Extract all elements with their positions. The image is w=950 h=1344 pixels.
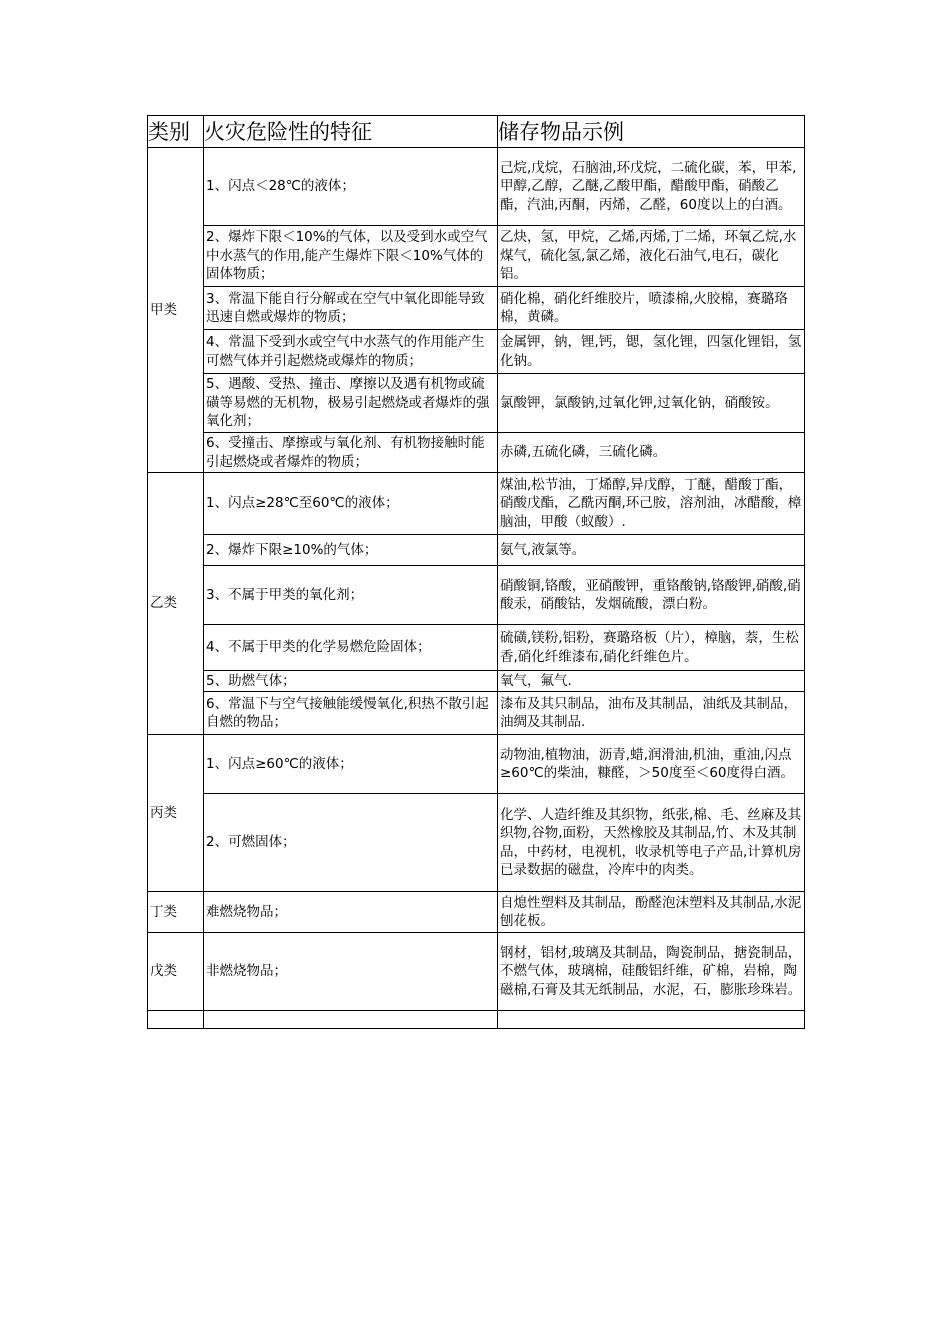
examples-cell: 乙炔，氢，甲烷，乙烯,丙烯,丁二烯，环氧乙烷,水煤气，硫化氢,氯乙烯，液化石油气,电石，碳化铝。 (498, 226, 805, 287)
category-cell: 乙类 (148, 473, 204, 735)
table-row (148, 374, 805, 433)
feature-cell: 3、常温下能自行分解或在空气中氧化即能导致迅速自燃或爆炸的物质； (204, 287, 498, 330)
category-cell: 丁类 (148, 892, 204, 933)
category-cell: 甲类 (148, 148, 204, 473)
table-row (148, 794, 805, 892)
table-row (148, 625, 805, 671)
feature-cell: 1、闪点≥60℃的液体； (204, 735, 498, 794)
table-row (148, 226, 805, 287)
table-row (148, 330, 805, 374)
feature-cell: 1、闪点≥28℃至60℃的液体； (204, 473, 498, 535)
table-row (148, 671, 805, 692)
feature-cell: 6、常温下与空气接触能缓慢氧化,积热不散引起自燃的物品； (204, 692, 498, 735)
feature-cell: 2、爆炸下限＜10%的气体，以及受到水或空气中水蒸气的作用,能产生爆炸下限＜10%气体的固体物质； (204, 226, 498, 287)
empty-cell (148, 1011, 204, 1029)
feature-cell: 难燃烧物品； (204, 892, 498, 933)
examples-cell: 漆布及其只制品，油布及其制品，油纸及其制品，油绸及其制品. (498, 692, 805, 735)
table-row (148, 535, 805, 566)
examples-cell: 硝化棉，硝化纤维胶片，喷漆棉,火胶棉，赛璐珞棉，黄磷。 (498, 287, 805, 330)
empty-row (148, 1011, 805, 1029)
feature-cell: 6、受撞击、摩擦或与氧化剂、有机物接触时能引起燃烧或者爆炸的物质； (204, 433, 498, 473)
category-cell: 戊类 (148, 933, 204, 1011)
examples-cell: 金属钾，钠，锂,钙，锶，氢化锂，四氢化锂铝，氢化钠。 (498, 330, 805, 374)
examples-cell: 动物油,植物油，沥青,蜡,润滑油,机油，重油,闪点≥60℃的柴油，糠醛，＞50度至＜60度得白酒。 (498, 735, 805, 794)
empty-cell (498, 1011, 805, 1029)
examples-cell: 硫磺,镁粉,铝粉，赛璐珞板（片），樟脑，萘，生松香,硝化纤维漆布,硝化纤维色片。 (498, 625, 805, 671)
table-row (148, 933, 805, 1011)
table-row (148, 433, 805, 473)
examples-cell: 氨气,液氯等。 (498, 535, 805, 566)
category-cell: 丙类 (148, 735, 204, 892)
feature-cell: 5、遇酸、受热、撞击、摩擦以及遇有机物或硫磺等易燃的无机物，极易引起燃烧或者爆炸的强氧化剂； (204, 374, 498, 433)
examples-cell: 氯酸钾，氯酸钠,过氧化钾,过氧化钠，硝酸铵。 (498, 374, 805, 433)
header-row (148, 116, 805, 148)
feature-cell: 4、常温下受到水或空气中水蒸气的作用能产生可燃气体并引起燃烧或爆炸的物质； (204, 330, 498, 374)
table-row (148, 892, 805, 933)
examples-cell: 钢材，铝材,玻璃及其制品，陶瓷制品，搪瓷制品，不燃气体，玻璃棉，硅酸铝纤维，矿棉，岩棉，陶磁棉,石膏及其无纸制品，水泥，石，膨胀珍珠岩。 (498, 933, 805, 1011)
table-row (148, 473, 805, 535)
examples-cell: 硝酸铜,铬酸，亚硝酸钾，重铬酸钠,铬酸钾,硝酸,硝酸汞，硝酸钴，发烟硫酸，漂白粉。 (498, 566, 805, 625)
empty-cell (204, 1011, 498, 1029)
table-row (148, 287, 805, 330)
feature-cell: 2、可燃固体； (204, 794, 498, 892)
feature-cell: 4、不属于甲类的化学易燃危险固体； (204, 625, 498, 671)
examples-cell: 氧气，氟气. (498, 671, 805, 692)
examples-cell: 赤磷,五硫化磷，三硫化磷。 (498, 433, 805, 473)
fire-hazard-table (147, 115, 805, 1029)
examples-cell: 己烷,戊烷，石脑油,环戊烷，二硫化碳，苯，甲苯,甲醇,乙醇，乙醚,乙酸甲酯，醋酸甲酯，硝酸乙酯，汽油,丙酮，丙烯，乙醛，60度以上的白酒。 (498, 148, 805, 226)
examples-cell: 自熄性塑料及其制品，酚醛泡沫塑料及其制品,水泥刨花板。 (498, 892, 805, 933)
header-category: 类别 (148, 116, 204, 148)
feature-cell: 3、不属于甲类的氧化剂； (204, 566, 498, 625)
examples-cell: 煤油,松节油，丁烯醇,异戊醇，丁醚，醋酸丁酯，硝酸戊酯，乙酰丙酮,环己胺，溶剂油，冰醋酸，樟脑油，甲酸（蚁酸）. (498, 473, 805, 535)
table-row (148, 148, 805, 226)
table-row (148, 735, 805, 794)
header-feature: 火灾危险性的特征 (204, 116, 498, 148)
table-row (148, 566, 805, 625)
header-examples: 储存物品示例 (498, 116, 805, 148)
feature-cell: 2、爆炸下限≥10%的气体； (204, 535, 498, 566)
feature-cell: 非燃烧物品； (204, 933, 498, 1011)
examples-cell: 化学、人造纤维及其织物，纸张,棉、毛、丝麻及其织物,谷物,面粉，天然橡胶及其制品,竹、木及其制品，中药材，电视机，收录机等电子产品,计算机房已录数据的磁盘，冷库中的肉类。 (498, 794, 805, 892)
table-row (148, 692, 805, 735)
feature-cell: 5、助燃气体； (204, 671, 498, 692)
feature-cell: 1、闪点＜28℃的液体； (204, 148, 498, 226)
